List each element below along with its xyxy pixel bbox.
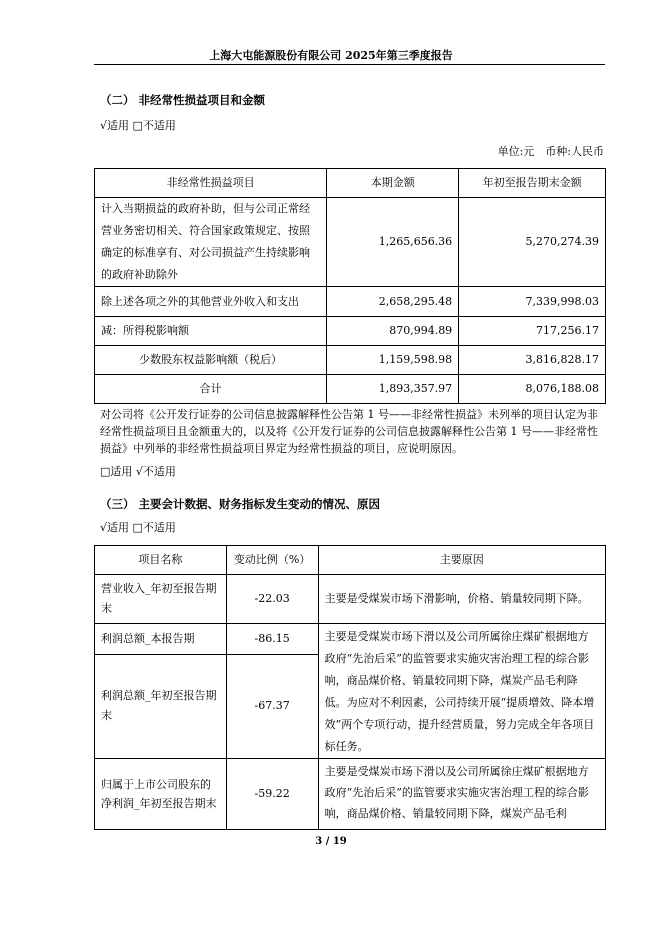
reason-cell: 主要是受煤炭市场下滑以及公司所属徐庄煤矿根据地方政府“先治后采”的监管要求实施灾害治理工程的综合影响，商品煤价格、销量较同期下降，煤炭产品毛利 xyxy=(318,759,605,830)
merged-reason-cell: 主要是受煤炭市场下滑以及公司所属徐庄煤矿根据地方政府“先治后采”的监管要求实施灾害治理工程的综合影响，商品煤价格、销量较同期下降，煤炭产品毛利降低。为应对不利因素，公司持续开展“提质增效、降本增效”两个专项行动，提升经营质量，努力完成全年各项目标任务。 xyxy=(318,624,605,759)
section-3-title: （三） 主要会计数据、财务指标发生变动的情况、原因 xyxy=(100,497,381,511)
page-header-title: 上海大屯能源股份有限公司 2025年第三季度报告 xyxy=(209,49,453,62)
change-ratio-cell: -67.37 xyxy=(226,654,318,758)
item-cell: 除上述各项之外的其他营业外收入和支出 xyxy=(95,287,327,317)
note-applicability: □适用 √不适用 xyxy=(100,465,176,478)
section-2-title: （二） 非经常性损益项目和金额 xyxy=(100,93,266,107)
section-2-applicability: √适用 □不适用 xyxy=(100,119,176,132)
change-ratio-cell: -86.15 xyxy=(226,624,318,655)
item-cell: 少数股东权益影响额（税后） xyxy=(95,346,327,375)
header-cell: 非经常性损益项目 xyxy=(95,169,327,198)
item-name-cell: 利润总额_本报告期 xyxy=(95,624,227,655)
item-cell: 减：所得税影响额 xyxy=(95,317,327,346)
current-amount-cell: 2,658,295.48 xyxy=(327,287,459,317)
current-amount-cell: 1,265,656.36 xyxy=(327,198,459,287)
table-row xyxy=(95,317,606,346)
table-row xyxy=(95,346,606,375)
section-3-applicability: √适用 □不适用 xyxy=(100,521,176,534)
header-cell: 变动比例（%） xyxy=(226,546,318,575)
table-row xyxy=(95,287,606,317)
change-ratio-cell: -59.22 xyxy=(226,759,318,830)
header-cell: 主要原因 xyxy=(318,546,605,575)
item-name-cell: 归属于上市公司股东的净利润_年初至报告期末 xyxy=(95,759,227,830)
item-cell: 计入当期损益的政府补助，但与公司正常经营业务密切相关、符合国家政策规定、按照确定的标准享有、对公司损益产生持续影响的政府补助除外 xyxy=(95,198,327,287)
header-cell: 年初至报告期末金额 xyxy=(459,169,606,198)
item-cell: 合计 xyxy=(95,375,327,404)
current-amount-cell: 1,893,357.97 xyxy=(327,375,459,404)
nonrecurring-table xyxy=(94,168,606,404)
header-cell: 本期金额 xyxy=(327,169,459,198)
table-header-row xyxy=(95,169,606,198)
table-row xyxy=(95,759,606,830)
ytd-amount-cell: 3,816,828.17 xyxy=(459,346,606,375)
unit-line: 单位:元 币种:人民币 xyxy=(497,145,604,158)
ytd-amount-cell: 8,076,188.08 xyxy=(459,375,606,404)
header-rule xyxy=(94,64,605,65)
ytd-amount-cell: 7,339,998.03 xyxy=(459,287,606,317)
change-reasons-table xyxy=(94,545,606,830)
table-header-row xyxy=(95,546,606,575)
ytd-amount-cell: 5,270,274.39 xyxy=(459,198,606,287)
change-ratio-cell: -22.03 xyxy=(226,575,318,624)
current-amount-cell: 1,159,598.98 xyxy=(327,346,459,375)
page-number: 3 / 19 xyxy=(315,836,347,847)
table-row xyxy=(95,198,606,287)
table-row xyxy=(95,375,606,404)
header-cell: 项目名称 xyxy=(95,546,227,575)
item-name-cell: 利润总额_年初至报告期末 xyxy=(95,654,227,758)
table-row xyxy=(95,624,606,655)
item-name-cell: 营业收入_年初至报告期末 xyxy=(95,575,227,624)
explanatory-note: 对公司将《公开发行证券的公司信息披露解释性公告第 1 号——非经常性损益》未列举的项目认定为非经常性损益项目且金额重大的，以及将《公开发行证券的公司信息披露解释性公告第 1 号——非经常性损益》中列举的非经常性损益项目界定为经常性损益的项目，应说明原因。 xyxy=(100,408,598,455)
current-amount-cell: 870,994.89 xyxy=(327,317,459,346)
table-row xyxy=(95,575,606,624)
reason-cell: 主要是受煤炭市场下滑影响，价格、销量较同期下降。 xyxy=(318,575,605,624)
ytd-amount-cell: 717,256.17 xyxy=(459,317,606,346)
